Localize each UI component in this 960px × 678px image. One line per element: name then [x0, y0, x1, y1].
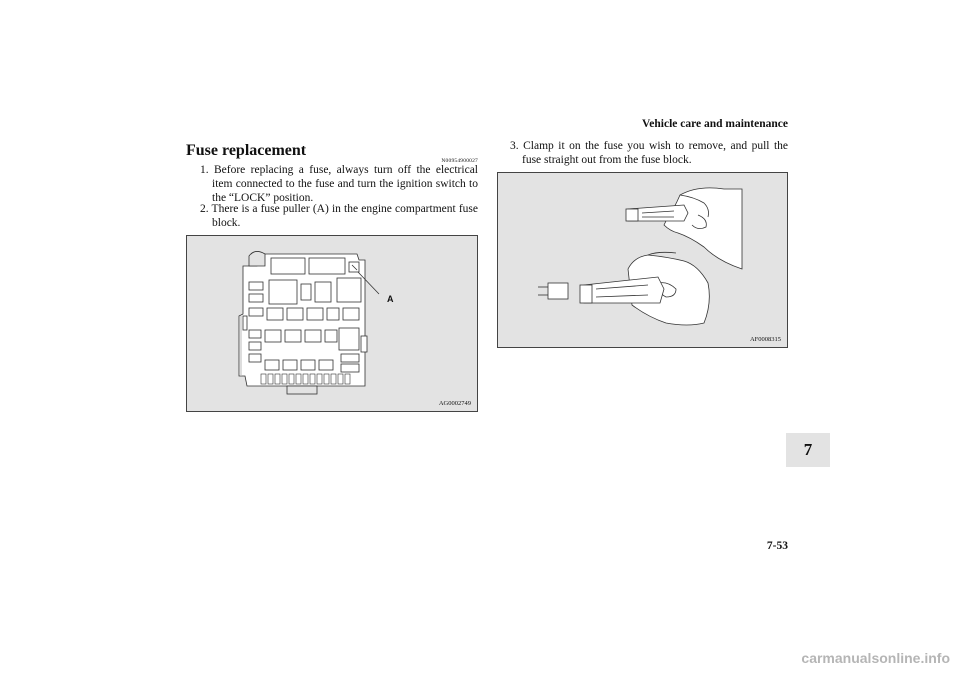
section-title: Fuse replacement [186, 142, 307, 159]
chapter-tab: 7 [786, 433, 830, 467]
fuse-puller-illustration [498, 173, 788, 348]
step-2: 2. There is a fuse puller (A) in the engine compartment fuse block. [200, 203, 478, 229]
step-3: 3. Clamp it on the fuse you wish to remove, and pull the fuse straight out from the fuse block. [510, 140, 788, 166]
fuse-block-illustration [187, 236, 478, 412]
step-1: 1. Before replacing a fuse, always turn off the electrical item connected to the fuse and turn the ignition switch to the “LOCK” position. [200, 164, 478, 204]
fuse-block-figure [186, 235, 478, 412]
fuse-puller-figure [497, 172, 788, 348]
figure-code: AG0002749 [438, 400, 471, 407]
running-header: Vehicle care and maintenance [642, 118, 788, 130]
page-number: 7-53 [766, 540, 788, 552]
watermark: carmanualsonline.info [801, 650, 950, 666]
figure-code: AF0008315 [749, 336, 781, 343]
section-code: N00954900027 [441, 158, 478, 164]
callout-a-label: A [387, 294, 394, 304]
